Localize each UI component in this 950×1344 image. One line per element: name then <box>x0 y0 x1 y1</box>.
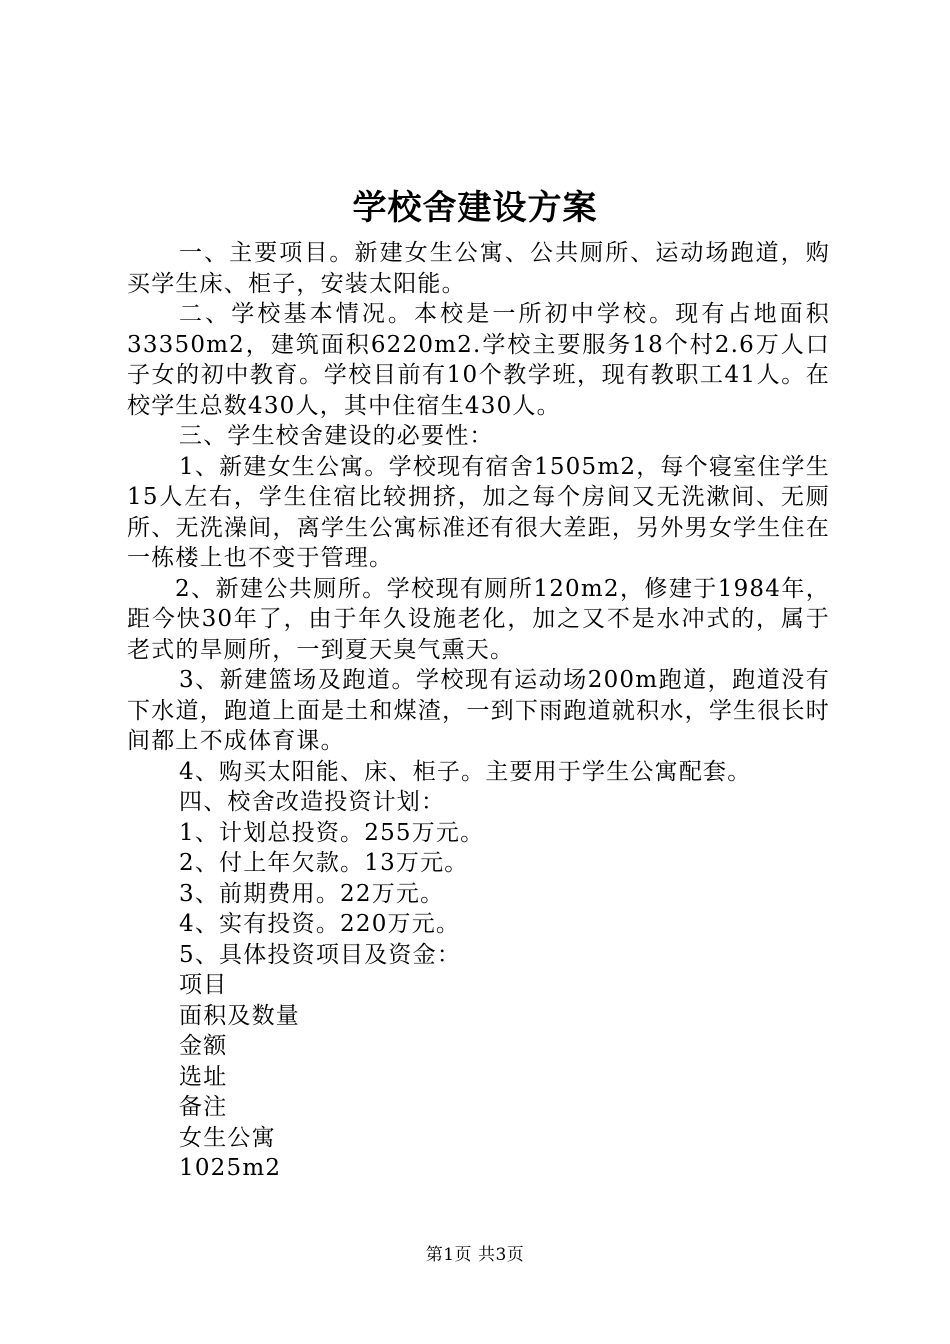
page-footer: 第1页 共3页 <box>425 1245 525 1265</box>
table-header-location: 选址 <box>179 1063 228 1090</box>
list-line: 3、前期费用。22万元。 <box>179 880 445 907</box>
paragraph-public-toilet: 2、新建公共厕所。学校现有厕所120m2，修建于1984年，距今快30年了，由于年久设施老化，加之又不是水冲式的，属于老式的旱厕所，一到夏天臭气熏天。 <box>127 575 830 663</box>
paragraph-school-info: 二、学校基本情况。本校是一所初中学校。现有占地面积33350m2，建筑面积6220m2.学校主要服务18个村2.6万人口子女的初中教育。学校目前有10个教学班，现有教职工41人。在校学生总数430人，其中住宿生430人。 <box>127 301 830 419</box>
table-header-note: 备注 <box>179 1094 228 1120</box>
list-line: 四、校舍改造投资计划： <box>179 789 446 815</box>
list-line: 4、购买太阳能、床、柜子。主要用于学生公寓配套。 <box>179 758 752 785</box>
paragraph-girls-dorm: 1、新建女生公寓。学校现有宿舍1505m2，每个寝室住学生15人左右，学生住宿比较拥挤，加之每个房间又无洗漱间、无厕所、无洗澡间，离学生公寓标准还有很大差距，另外男女学生住在一栋楼上也不变于管理。 <box>127 453 830 571</box>
paragraph-necessity-heading: 三、学生校舍建设的必要性： <box>179 423 494 449</box>
paragraph-main-projects: 一、主要项目。新建女生公寓、公共厕所、运动场跑道，购买学生床、柜子，安装太阳能。 <box>127 240 830 297</box>
list-line: 4、实有投资。220万元。 <box>179 911 461 937</box>
table-cell-item: 女生公寓 <box>179 1124 276 1151</box>
table-header-item: 项目 <box>179 972 228 998</box>
table-header-area: 面积及数量 <box>179 1002 300 1029</box>
list-line: 5、具体投资项目及资金： <box>179 941 462 968</box>
table-cell-area: 1025m2 <box>179 1155 282 1181</box>
list-line: 1、计划总投资。255万元。 <box>179 819 485 846</box>
document-title: 学校舍建设方案 <box>352 188 598 228</box>
table-header-amount: 金额 <box>179 1033 228 1059</box>
document-body <box>127 238 830 1184</box>
list-line: 2、付上年欠款。13万元。 <box>179 850 469 876</box>
paragraph-sports-track: 3、新建篮场及跑道。学校现有运动场200m跑道，跑道没有下水道，跑道上面是土和煤渣，一到下雨跑道就积水，学生很长时间都上不成体育课。 <box>127 667 830 754</box>
